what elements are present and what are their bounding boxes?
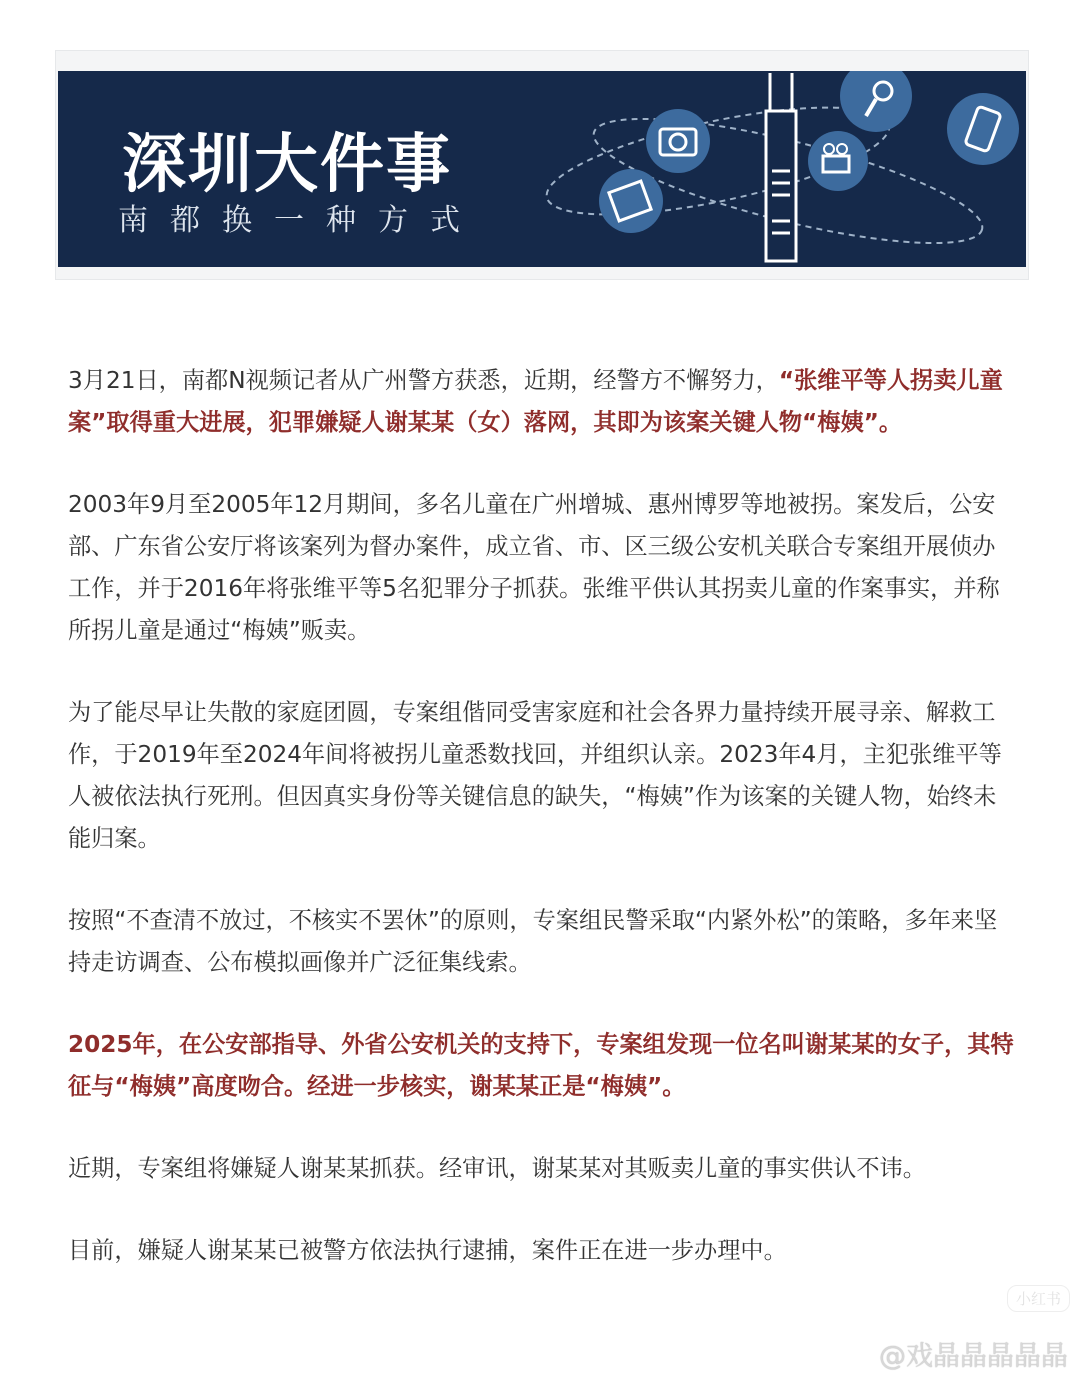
camera-icon	[646, 109, 710, 173]
paragraph	[68, 484, 1018, 652]
paragraph-text: 3月21日，南都N视频记者从广州警方获悉，近期，经警方不懈努力，	[68, 367, 779, 394]
weibo-watermark: @戏晶晶晶晶晶	[879, 1341, 1068, 1372]
video-camera-icon	[808, 131, 868, 191]
paragraph-text: 近期，专案组将嫌疑人谢某某抓获。经审讯，谢某某对其贩卖儿童的事实供认不讳。	[68, 1155, 926, 1182]
banner	[58, 71, 1026, 267]
paragraph-text: 为了能尽早让失散的家庭团圆，专案组偕同受害家庭和社会各界力量持续开展寻亲、解救工作，于2019年至2024年间将被拐儿童悉数找回，并组织认亲。2023年4月，主犯张维平等人被依法执行死刑。但因真实身份等关键信息的缺失，“梅姨”作为该案的关键人物，始终未能归案。	[68, 699, 1002, 852]
media-illustration	[538, 71, 1026, 267]
paragraph-text: 按照“不查清不放过，不核实不罢休”的原则，专案组民警采取“内紧外松”的策略，多年来坚持走访调查、公布模拟画像并广泛征集线索。	[68, 907, 998, 976]
tower-icon	[766, 73, 796, 261]
paragraph	[68, 1148, 1018, 1190]
paragraph	[68, 360, 1018, 444]
paragraph	[68, 692, 1018, 860]
xiaohongshu-watermark: 小红书	[1007, 1285, 1070, 1312]
paragraph-text: 目前，嫌疑人谢某某已被警方依法执行逮捕，案件正在进一步办理中。	[68, 1237, 787, 1264]
banner-title: 深圳大件事	[122, 128, 452, 202]
article-body	[68, 360, 1018, 1312]
newspaper-icon	[599, 169, 663, 233]
paragraph	[68, 900, 1018, 984]
paragraph	[68, 1230, 1018, 1272]
highlighted-text: “张维平等人拐卖儿童案”取得重大进展，犯罪嫌疑人谢某某（女）落网，其即为该案关键人物“梅姨”。	[68, 367, 1003, 436]
paragraph-text: 2003年9月至2005年12月期间，多名儿童在广州增城、惠州博罗等地被拐。案发后，公安部、广东省公安厅将该案列为督办案件，成立省、市、区三级公安机关联合专案组开展侦办工作，并于2016年将张维平等5名犯罪分子抓获。张维平供认其拐卖儿童的作案事实，并称所拐儿童是通过“梅姨”贩卖。	[68, 491, 1000, 644]
microphone-icon	[840, 71, 912, 132]
banner-frame	[55, 50, 1029, 280]
highlighted-text: 2025年，在公安部指导、外省公安机关的支持下，专案组发现一位名叫谢某某的女子，其特征与“梅姨”高度吻合。经进一步核实，谢某某正是“梅姨”。	[68, 1031, 1014, 1100]
banner-subtitle: 南都换一种方式	[118, 203, 482, 238]
phone-icon	[947, 93, 1019, 165]
paragraph	[68, 1024, 1018, 1108]
